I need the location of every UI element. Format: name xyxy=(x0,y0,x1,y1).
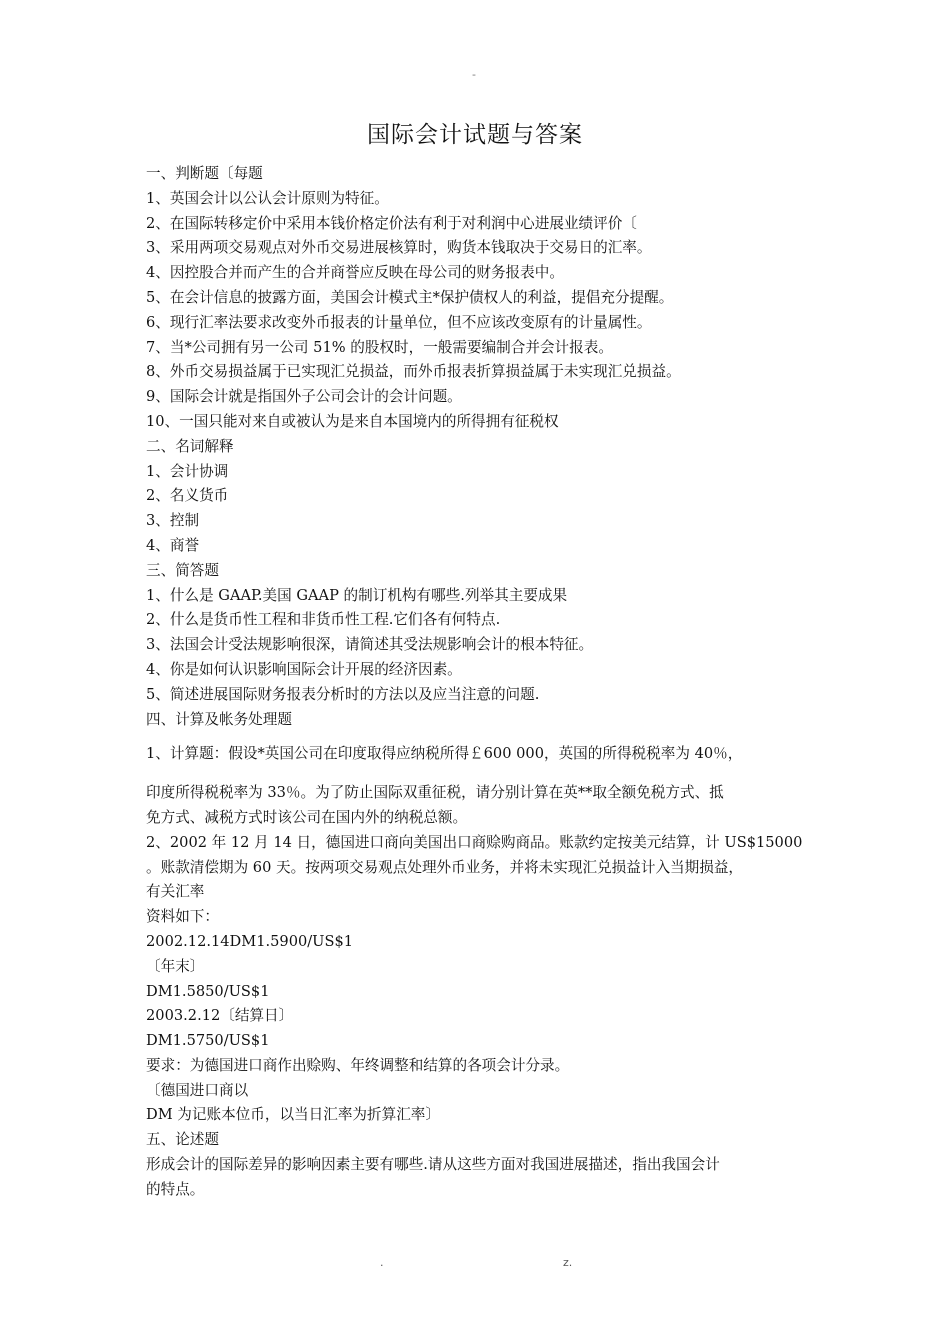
rate-line: DM1.5750/US$1 xyxy=(146,1032,270,1050)
question-line: 4、你是如何认识影响国际会计开展的经济因素。 xyxy=(146,660,462,678)
question-line: 2、什么是货币性工程和非货币性工程.它们各有何特点. xyxy=(146,611,501,629)
question-line: 3、法国会计受法规影响很深，请简述其受法规影响会计的根本特征。 xyxy=(146,636,594,654)
requirement-note: DM 为记账本位币，以当日汇率为折算汇率〕 xyxy=(146,1106,440,1124)
requirement-note: 〔德国进口商以 xyxy=(146,1081,249,1099)
section-heading-terms: 二、名词解释 xyxy=(146,437,234,455)
question-line: 6、现行汇率法要求改变外币报表的计量单位，但不应该改变原有的计量属性。 xyxy=(146,313,652,331)
question-line: 8、外币交易损益属于已实现汇兑损益，而外币报表折算损益属于未实现汇兑损益。 xyxy=(146,363,681,381)
section-heading-short-answer: 三、简答题 xyxy=(146,561,219,579)
question-line: 7、当*公司拥有另一公司 51% 的股权时，一般需要编制合并会计报表。 xyxy=(146,338,613,356)
question-line: 1、英国会计以公认会计原则为特征。 xyxy=(146,189,389,207)
calc-question-2: 2、2002 年 12 月 14 日，德国进口商向美国出口商赊购商品。账款约定按美元结算，计 US$15000 xyxy=(146,833,803,851)
question-line: 10、一国只能对来自或被认为是来自本国境内的所得拥有征税权 xyxy=(146,412,559,430)
data-line: 资料如下： xyxy=(146,908,219,926)
section-heading-calculation: 四、计算及帐务处理题 xyxy=(146,710,292,728)
section-heading-judgment: 一、判断题〔每题 xyxy=(146,165,263,182)
rate-line: DM1.5850/US$1 xyxy=(146,982,270,1000)
calc-question-1: 1、计算题：假设*英国公司在印度取得应纳税所得￡600 000，英国的所得税税率为 40％， xyxy=(146,745,743,763)
footer-right-mark: z. xyxy=(563,1256,573,1269)
question-line: 1、什么是 GAAP.美国 GAAP 的制订机构有哪些.列举其主要成果 xyxy=(146,586,568,604)
question-line: 5、简述进展国际财务报表分析时的方法以及应当注意的问题. xyxy=(146,685,540,703)
requirement-line: 要求：为德国进口商作出赊购、年终调整和结算的各项会计分录。 xyxy=(146,1056,570,1074)
question-line: 2、在国际转移定价中采用本钱价格定价法有利于对利润中心进展业绩评价〔 xyxy=(146,214,637,232)
calc-question-1-cont: 印度所得税税率为 33％。为了防止国际双重征税，请分别计算在英**取全额免税方式、抵 xyxy=(146,784,724,802)
header-mark: - xyxy=(472,68,476,81)
question-line: 2、名义货币 xyxy=(146,487,229,505)
question-line: 4、因控股合并而产生的合并商誉应反映在母公司的财务报表中。 xyxy=(146,264,564,282)
document-body xyxy=(146,162,826,1203)
page-title: 国际会计试题与答案 xyxy=(367,122,583,148)
footer-left-mark: . xyxy=(380,1256,384,1269)
calc-question-2-cont: 。账款清偿期为 60 天。按两项交易观点处理外币业务，并将未实现汇兑损益计入当期损益， xyxy=(146,858,744,876)
essay-question-cont: 的特点。 xyxy=(146,1180,205,1198)
essay-question: 形成会计的国际差异的影响因素主要有哪些.请从这些方面对我国进展描述，指出我国会计 xyxy=(146,1156,720,1174)
question-line: 9、国际会计就是指国外子公司会计的会计问题。 xyxy=(146,388,462,406)
rate-line: 〔年末〕 xyxy=(146,957,205,975)
rate-line: 2002.12.14DM1.5900/US$1 xyxy=(146,932,354,950)
question-line: 5、在会计信息的披露方面，美国会计模式主*保护债权人的利益，提倡充分提醒。 xyxy=(146,288,674,306)
question-line: 3、采用两项交易观点对外币交易进展核算时，购货本钱取决于交易日的汇率。 xyxy=(146,239,652,257)
question-line: 3、控制 xyxy=(146,512,200,530)
rate-line: 2003.2.12〔结算日〕 xyxy=(146,1007,294,1025)
calc-question-2-cont: 有关汇率 xyxy=(146,883,205,901)
question-line: 1、会计协调 xyxy=(146,462,229,480)
question-line: 4、商誉 xyxy=(146,536,200,554)
calc-question-1-cont: 免方式、减税方式时该公司在国内外的纳税总额。 xyxy=(146,808,468,826)
section-heading-essay: 五、论述题 xyxy=(146,1131,219,1149)
